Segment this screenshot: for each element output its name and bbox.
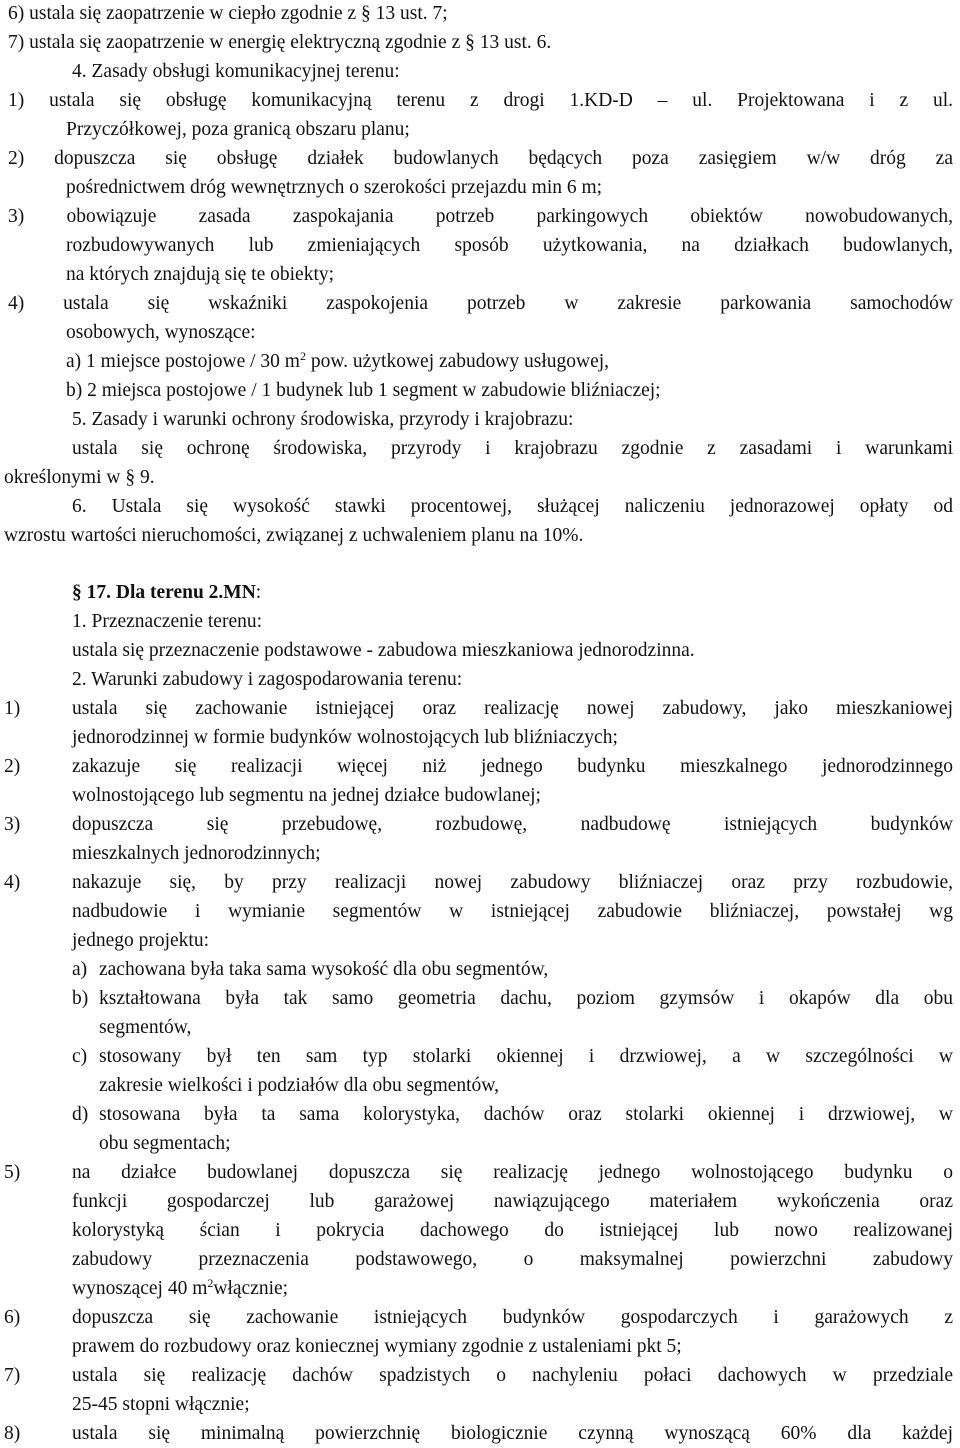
paragraph-heading: § 17. Dla terenu 2.MN: bbox=[72, 582, 262, 603]
text-line: dopuszcza się zachowanie istniejących budynków gospodarczych i garażowych z bbox=[72, 1307, 953, 1328]
text-line: ustala się ochronę środowiska, przyrody i krajobrazu zgodnie z zasadami i warunkami bbox=[72, 438, 953, 459]
text-line: ustala się przeznaczenie podstawowe - zabudowa mieszkaniowa jednorodzinna. bbox=[72, 640, 695, 661]
text-line: 4) ustala się wskaźniki zaspokojenia potrzeb w zakresie parkowania samochodów bbox=[8, 293, 953, 314]
text-line: kształtowana była tak samo geometria dachu, poziom gzymsów i okapów dla obu bbox=[99, 988, 953, 1009]
list-number: 6) bbox=[4, 1307, 21, 1328]
text-line: funkcji gospodarczej lub garażowej nawiązującego materiałem wykończenia oraz bbox=[72, 1191, 953, 1212]
text-line: kolorystyką ścian i pokrycia dachowego do istniejącej lub nowo realizowanej bbox=[72, 1220, 953, 1241]
text-line: zachowana była taka sama wysokość dla obu segmentów, bbox=[99, 959, 549, 980]
text-line: zakazuje się realizacji więcej niż jednego budynku mieszkalnego jednorodzinnego bbox=[72, 756, 953, 777]
text-line: nakazuje się, by przy realizacji nowej zabudowy bliźniaczej oraz przy rozbudowie, bbox=[72, 872, 953, 893]
text-line: obu segmentach; bbox=[99, 1133, 231, 1154]
list-number: 5) bbox=[4, 1162, 21, 1183]
text-line: zakresie wielkości i podziałów dla obu segmentów, bbox=[99, 1075, 499, 1096]
text-line: jednego projektu: bbox=[72, 930, 210, 951]
text-line: mieszkalnych jednorodzinnych; bbox=[72, 843, 321, 864]
text-line: stosowany był ten sam typ stolarki okiennej i drzwiowej, a w szczególności w bbox=[99, 1046, 953, 1067]
text-line: ustala się minimalną powierzchnię biologicznie czynną wynoszącą 60% dla każdej bbox=[72, 1423, 953, 1444]
text-line: nadbudowie i wymianie segmentów w istniejącej zabudowie bliźniaczej, powstałej wg bbox=[72, 901, 953, 922]
text-line: rozbudowywanych lub zmieniających sposób użytkowania, na działkach budowlanych, bbox=[66, 235, 953, 256]
list-number: 1) bbox=[4, 698, 21, 719]
text-line: 2) dopuszcza się obsługę działek budowlanych będących poza zasięgiem w/w dróg za bbox=[8, 148, 953, 169]
list-number: 7) bbox=[4, 1365, 21, 1386]
text-line: b) 2 miejsca postojowe / 1 budynek lub 1 segment w zabudowie bliźniaczej; bbox=[66, 380, 661, 401]
section-heading: 1. Przeznaczenie terenu: bbox=[72, 611, 263, 632]
text-line: 3) obowiązuje zasada zaspokajania potrzeb parkingowych obiektów nowobudowanych, bbox=[8, 206, 953, 227]
list-letter: c) bbox=[72, 1046, 88, 1067]
text-line: 1) ustala się obsługę komunikacyjną terenu z drogi 1.KD-D – ul. Projektowana i z ul. bbox=[8, 90, 953, 111]
list-number: 2) bbox=[4, 756, 21, 777]
text-line: 6) ustala się zaopatrzenie w ciepło zgodnie z § 13 ust. 7; bbox=[8, 3, 448, 24]
text-line: a) 1 miejsce postojowe / 30 $m^2$ pow. użytkowej zabudowy usługowej, bbox=[66, 349, 610, 372]
text-line: wzrostu wartości nieruchomości, związanej z uchwaleniem planu na 10%. bbox=[4, 525, 584, 546]
text-line: 7) ustala się zaopatrzenie w energię elektryczną zgodnie z § 13 ust. 6. bbox=[8, 32, 552, 53]
text-line: wynoszącej 40 $m^2włącznie$; bbox=[72, 1276, 289, 1299]
text-line: określonymi w § 9. bbox=[4, 467, 155, 488]
section-heading: 4. Zasady obsługi komunikacyjnej terenu: bbox=[72, 61, 400, 82]
list-number: 4) bbox=[4, 872, 21, 893]
text-line: segmentów, bbox=[99, 1017, 192, 1038]
text-line: osobowych, wynoszące: bbox=[66, 322, 256, 343]
list-letter: a) bbox=[72, 959, 88, 980]
text-line: ustala się zachowanie istniejącej oraz realizację nowej zabudowy, jako mieszkaniowej bbox=[72, 698, 953, 719]
text-line: stosowana była ta sama kolorystyka, dachów oraz stolarki okiennej i drzwiowej, w bbox=[99, 1104, 953, 1125]
section-heading: 6. Ustala się wysokość stawki procentowej, służącej naliczeniu jednorazowej opłaty od bbox=[72, 496, 953, 517]
list-letter: b) bbox=[72, 988, 89, 1009]
text-line: na działce budowlanej dopuszcza się realizację jednego wolnostojącego budynku o bbox=[72, 1162, 953, 1183]
section-heading: 2. Warunki zabudowy i zagospodarowania terenu: bbox=[72, 669, 463, 690]
text-line: 25-45 stopni włącznie; bbox=[72, 1394, 250, 1415]
list-letter: d) bbox=[72, 1104, 89, 1125]
text-line: na których znajdują się te obiekty; bbox=[66, 264, 335, 285]
text-line: jednorodzinnej w formie budynków wolnostojących lub bliźniaczych; bbox=[72, 727, 618, 748]
text-line: prawem do rozbudowy oraz koniecznej wymiany zgodnie z ustaleniami pkt 5; bbox=[72, 1336, 682, 1357]
text-line: dopuszcza się przebudowę, rozbudowę, nadbudowę istniejących budynków bbox=[72, 814, 953, 835]
section-heading: 5. Zasady i warunki ochrony środowiska, przyrody i krajobrazu: bbox=[72, 409, 574, 430]
list-number: 8) bbox=[4, 1423, 21, 1444]
text-line: Przyczółkowej, poza granicą obszaru planu; bbox=[66, 119, 410, 140]
text-line: wolnostojącego lub segmentu na jednej działce budowlanej; bbox=[72, 785, 541, 806]
text-line: pośrednictwem dróg wewnętrznych o szerokości przejazdu min 6 m; bbox=[66, 177, 603, 198]
text-line: zabudowy przeznaczenia podstawowego, o maksymalnej powierzchni zabudowy bbox=[72, 1249, 953, 1270]
list-number: 3) bbox=[4, 814, 21, 835]
text-line: ustala się realizację dachów spadzistych o nachyleniu połaci dachowych w przedziale bbox=[72, 1365, 953, 1386]
